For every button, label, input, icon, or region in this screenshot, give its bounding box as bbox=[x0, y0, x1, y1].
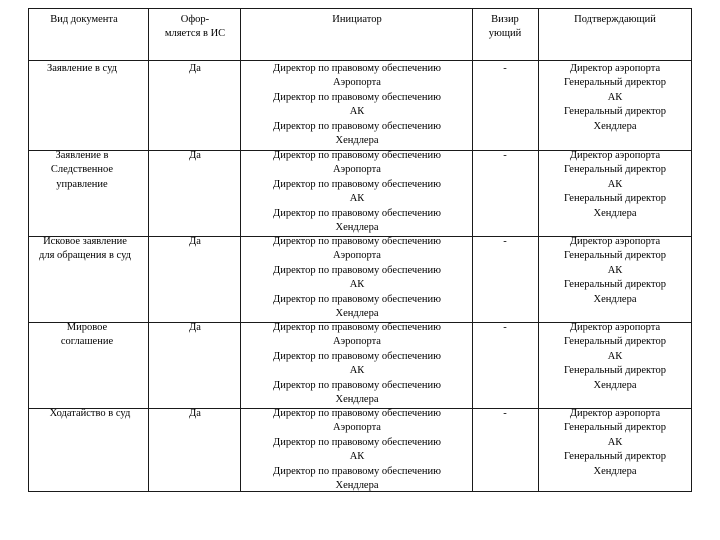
table-row-2-initiator: Директор по правовому обеспечению Аэропорта Директор по правовому обеспечению АК Директор по правовому обеспечению Хендлера bbox=[273, 236, 441, 320]
table-row-1-doc: Заявление в Следственное управление bbox=[50, 150, 114, 190]
table-row-2-visa: - bbox=[503, 236, 507, 247]
table-row-0-visa: - bbox=[503, 63, 507, 74]
table-row-2-is: Да bbox=[189, 236, 201, 247]
table-row-2-confirm: Директор аэропорта Генеральный директор АК Генеральный директор Хендлера bbox=[564, 236, 666, 305]
table-row-0-confirm: Директор аэропорта Генеральный директор АК Генеральный директор Хендлера bbox=[564, 63, 666, 132]
table-row-4-doc: Ходатайство в суд bbox=[49, 408, 131, 419]
header-doc-type: Вид документа bbox=[50, 14, 118, 25]
table-row-3-initiator: Директор по правовому обеспечению Аэропорта Директор по правовому обеспечению АК Директор по правовому обеспечению Хендлера bbox=[273, 322, 441, 406]
document-table bbox=[28, 8, 692, 492]
table-row-4-confirm: Директор аэропорта Генеральный директор АК Генеральный директор Хендлера bbox=[564, 408, 666, 477]
header-initiator: Инициатор bbox=[332, 14, 382, 25]
table-row-3-confirm: Директор аэропорта Генеральный директор АК Генеральный директор Хендлера bbox=[564, 322, 666, 391]
table-row-0-doc: Заявление в суд bbox=[46, 63, 118, 74]
header-confirm: Подтверждающий bbox=[574, 14, 656, 25]
table-row-4-initiator: Директор по правовому обеспечению Аэропорта Директор по правовому обеспечению АК Директор по правовому обеспечению Хендлера bbox=[273, 408, 441, 492]
table-row-1-visa: - bbox=[503, 150, 507, 161]
header-in-is: Офор- мляется в ИС bbox=[164, 14, 226, 40]
table-row-2-doc: Исковое заявление для обращения в суд bbox=[38, 236, 131, 262]
table-row-3-is: Да bbox=[189, 322, 201, 333]
table-row-4-visa: - bbox=[503, 408, 507, 419]
table-row-1-confirm: Директор аэропорта Генеральный директор АК Генеральный директор Хендлера bbox=[564, 150, 666, 219]
table-row-0-is: Да bbox=[189, 63, 201, 74]
table-row-0-initiator: Директор по правовому обеспечению Аэропорта Директор по правовому обеспечению АК Директор по правовому обеспечению Хендлера bbox=[273, 63, 441, 147]
table-row-1-initiator: Директор по правовому обеспечению Аэропорта Директор по правовому обеспечению АК Директор по правовому обеспечению Хендлера bbox=[273, 150, 441, 234]
table-row-3-visa: - bbox=[503, 322, 507, 333]
header-visa: Визир ующий bbox=[488, 14, 522, 40]
table-row-3-doc: Мировое соглашение bbox=[60, 322, 114, 348]
table-row-4-is: Да bbox=[189, 408, 201, 419]
table-row-1-is: Да bbox=[189, 150, 201, 161]
